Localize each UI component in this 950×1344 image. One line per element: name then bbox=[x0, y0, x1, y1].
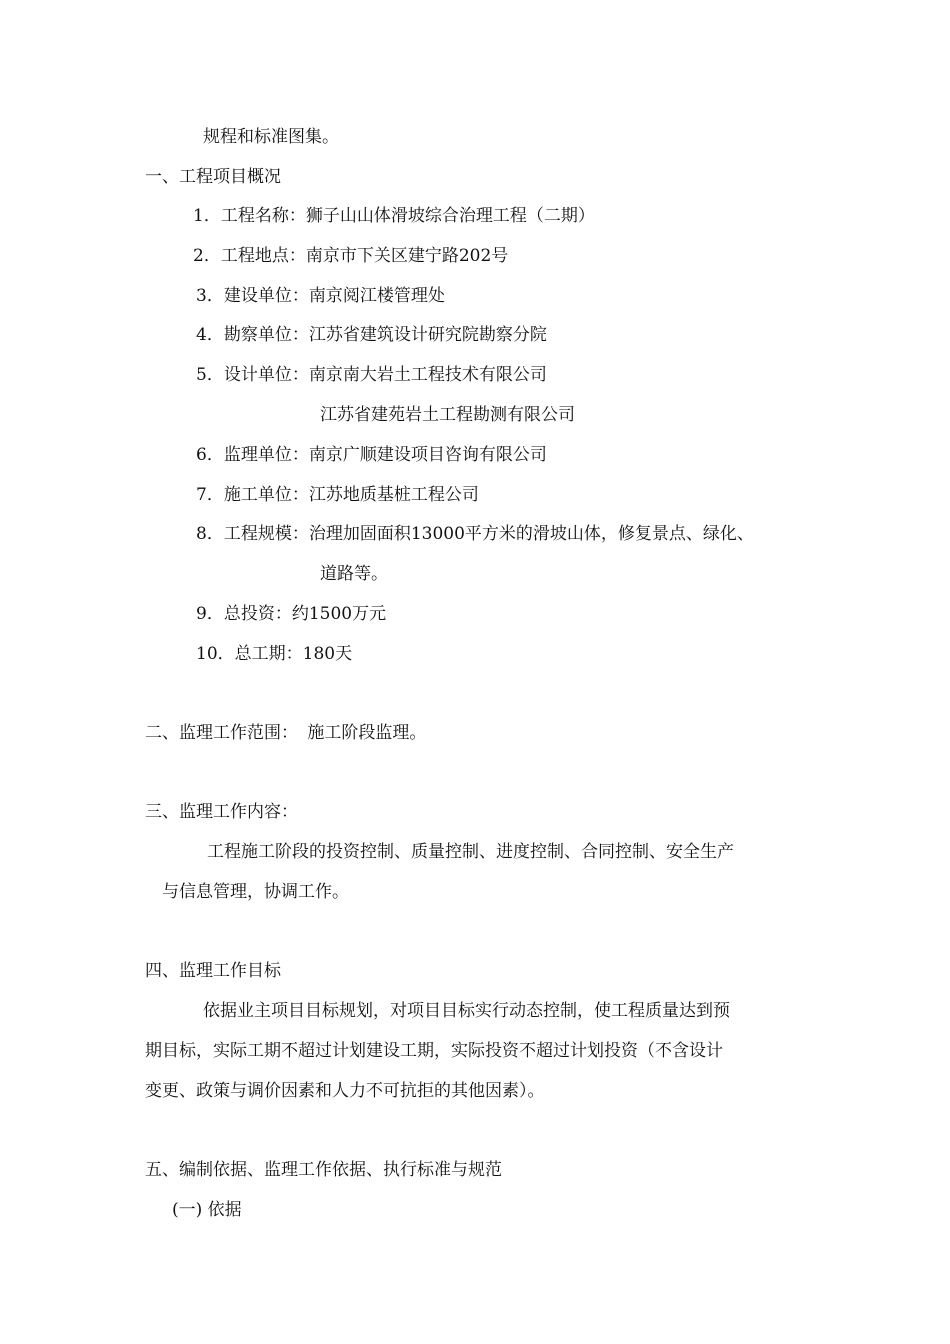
list-item bbox=[193, 205, 595, 227]
item-value: 南京阅江楼管理处 bbox=[308, 286, 445, 306]
item-number: 4． bbox=[196, 325, 224, 345]
item-value: 南京南大岩土工程技术有限公司 bbox=[308, 365, 547, 385]
list-item bbox=[196, 484, 479, 506]
list-item bbox=[193, 245, 508, 267]
list-item bbox=[196, 324, 547, 346]
section-5-heading: 五、编制依据、监理工作依据、执行标准与规范 bbox=[145, 1160, 502, 1180]
section-3-heading: 三、监理工作内容： bbox=[145, 802, 298, 822]
intro-text: 规程和标准图集。 bbox=[203, 127, 339, 147]
list-item bbox=[196, 603, 386, 625]
section-3-paragraph-line: 工程施工阶段的投资控制、质量控制、进度控制、合同控制、安全生产 bbox=[207, 842, 734, 862]
item-label: 工程地点： bbox=[220, 246, 306, 266]
item-value: 180天 bbox=[302, 644, 353, 664]
list-item bbox=[196, 285, 445, 307]
item-value: 狮子山山体滑坡综合治理工程（二期） bbox=[305, 206, 595, 226]
section-2-heading: 二、监理工作范围： bbox=[145, 723, 298, 743]
item-number: 7． bbox=[196, 485, 224, 505]
section-4-paragraph-line: 变更、政策与调价因素和人力不可抗拒的其他因素）。 bbox=[145, 1081, 545, 1101]
list-item bbox=[196, 364, 547, 386]
item-number: 2． bbox=[193, 246, 221, 266]
list-item bbox=[196, 523, 754, 545]
section-5-subheading: (一) 依据 bbox=[172, 1200, 242, 1220]
item-number: 10． bbox=[196, 644, 235, 664]
item-value: 约1500万元 bbox=[291, 604, 387, 624]
item-label: 工程规模： bbox=[223, 524, 309, 544]
item-value: 江苏地质基桩工程公司 bbox=[308, 485, 479, 505]
list-item bbox=[196, 444, 547, 466]
section-4-paragraph-line: 依据业主项目目标规划，对项目目标实行动态控制，使工程质量达到预 bbox=[203, 1001, 730, 1021]
section-1-heading: 一、工程项目概况 bbox=[145, 167, 281, 187]
item-value: 治理加固面积13000平方米的滑坡山体，修复景点、绿化、 bbox=[308, 524, 754, 544]
item-value: 江苏省建筑设计研究院勘察分院 bbox=[308, 325, 547, 345]
item-label: 建设单位： bbox=[223, 286, 309, 306]
item-value: 南京市下关区建宁路202号 bbox=[305, 246, 509, 266]
item-number: 6． bbox=[196, 445, 224, 465]
item-number: 9． bbox=[196, 604, 224, 624]
item-label: 设计单位： bbox=[223, 365, 309, 385]
item-label: 施工单位： bbox=[223, 485, 309, 505]
list-item-continuation: 江苏省建苑岩土工程勘测有限公司 bbox=[320, 405, 575, 425]
item-number: 3． bbox=[196, 286, 224, 306]
list-item-continuation: 道路等。 bbox=[320, 564, 388, 584]
item-number: 5． bbox=[196, 365, 224, 385]
list-item bbox=[196, 643, 352, 665]
section-2-value: 施工阶段监理。 bbox=[307, 723, 427, 743]
section-4-heading: 四、监理工作目标 bbox=[145, 961, 281, 981]
section-4-paragraph-line: 期目标，实际工期不超过计划建设工期，实际投资不超过计划投资（不含设计 bbox=[145, 1041, 723, 1061]
section-2 bbox=[145, 722, 426, 744]
item-label: 总投资： bbox=[223, 604, 292, 624]
item-number: 1． bbox=[193, 206, 221, 226]
item-label: 总工期： bbox=[234, 644, 303, 664]
item-label: 勘察单位： bbox=[223, 325, 309, 345]
item-label: 工程名称： bbox=[220, 206, 306, 226]
item-label: 监理单位： bbox=[223, 445, 309, 465]
item-number: 8． bbox=[196, 524, 224, 544]
item-value: 南京广顺建设项目咨询有限公司 bbox=[308, 445, 547, 465]
section-3-paragraph-line: 与信息管理，协调工作。 bbox=[162, 882, 349, 902]
